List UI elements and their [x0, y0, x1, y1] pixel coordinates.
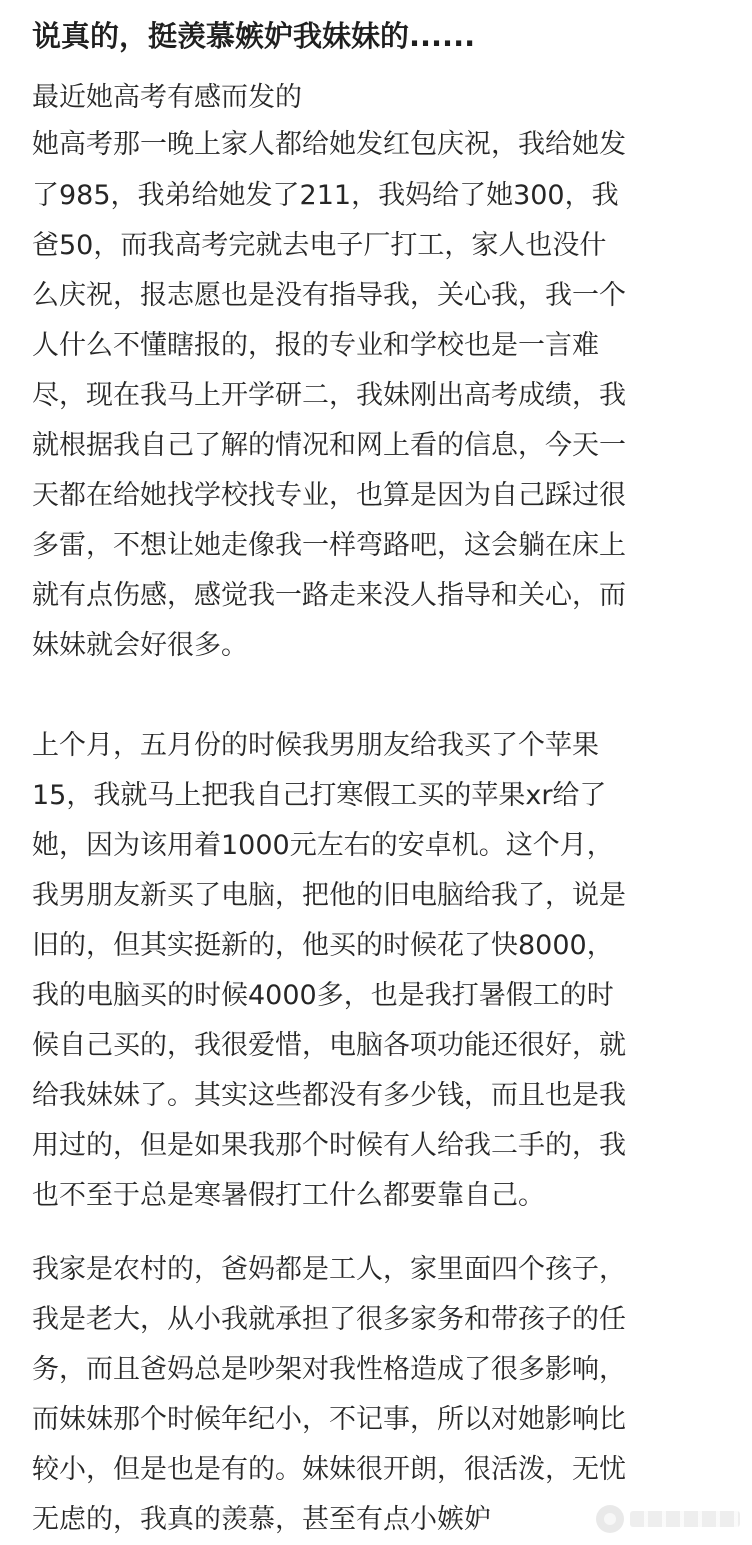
text-line: 我家是农村的，爸妈都是工人，家里面四个孩子， [32, 1254, 626, 1285]
text-line: 我的电脑买的时候4000多，也是我打暑假工的时 [32, 980, 614, 1011]
text-line: 我男朋友新买了电脑，把他的旧电脑给我了，说是 [32, 880, 626, 911]
text-line: 较小，但是也是有的。妹妹很开朗，很活泼，无忧 [32, 1454, 626, 1485]
text-line: 人什么不懂瞎报的，报的专业和学校也是一言难 [32, 330, 599, 361]
text-line: 务，而且爸妈总是吵架对我性格造成了很多影响， [32, 1354, 626, 1385]
text-line: 给我妹妹了。其实这些都没有多少钱，而且也是我 [32, 1080, 626, 1111]
text-line: 候自己买的，我很爱惜，电脑各项功能还很好，就 [32, 1030, 626, 1061]
post-title: 说真的，挺羡慕嫉妒我妹妹的...... [32, 19, 476, 53]
text-line: 多雷，不想让她走像我一样弯路吧，这会躺在床上 [32, 530, 626, 561]
text-line: 了985，我弟给她发了211，我妈给了她300，我 [32, 180, 619, 211]
text-line: 也不至于总是寒暑假打工什么都要靠自己。 [32, 1180, 545, 1211]
watermark [596, 1505, 740, 1533]
text-line: 15，我就马上把我自己打寒假工买的苹果xr给了 [32, 780, 607, 811]
text-line: 天都在给她找学校找专业，也算是因为自己踩过很 [32, 480, 626, 511]
text-line: 她高考那一晚上家人都给她发红包庆祝，我给她发 [32, 129, 626, 160]
text-line: 妹妹就会好很多。 [32, 630, 248, 661]
text-line: 旧的，但其实挺新的，他买的时候花了快8000， [32, 930, 614, 961]
text-line: 而妹妹那个时候年纪小，不记事，所以对她影响比 [32, 1404, 626, 1435]
text-line: 尽，现在我马上开学研二，我妹刚出高考成绩，我 [32, 380, 626, 411]
text-line: 我是老大，从小我就承担了很多家务和带孩子的任 [32, 1304, 626, 1335]
text-line: 用过的，但是如果我那个时候有人给我二手的，我 [32, 1130, 626, 1161]
text-line: 她，因为该用着1000元左右的安卓机。这个月， [32, 830, 614, 861]
text-line: 么庆祝，报志愿也是没有指导我，关心我，我一个 [32, 280, 626, 311]
text-line: 最近她高考有感而发的 [32, 82, 302, 113]
text-line: 就有点伤感，感觉我一路走来没人指导和关心，而 [32, 580, 626, 611]
text-line: 爸50，而我高考完就去电子厂打工，家人也没什 [32, 230, 607, 261]
watermark-handle [630, 1511, 740, 1527]
weibo-logo-icon [596, 1505, 624, 1533]
text-line: 上个月，五月份的时候我男朋友给我买了个苹果 [32, 730, 599, 761]
text-line: 就根据我自己了解的情况和网上看的信息，今天一 [32, 430, 626, 461]
text-line: 无虑的，我真的羡慕，甚至有点小嫉妒 [32, 1504, 491, 1535]
